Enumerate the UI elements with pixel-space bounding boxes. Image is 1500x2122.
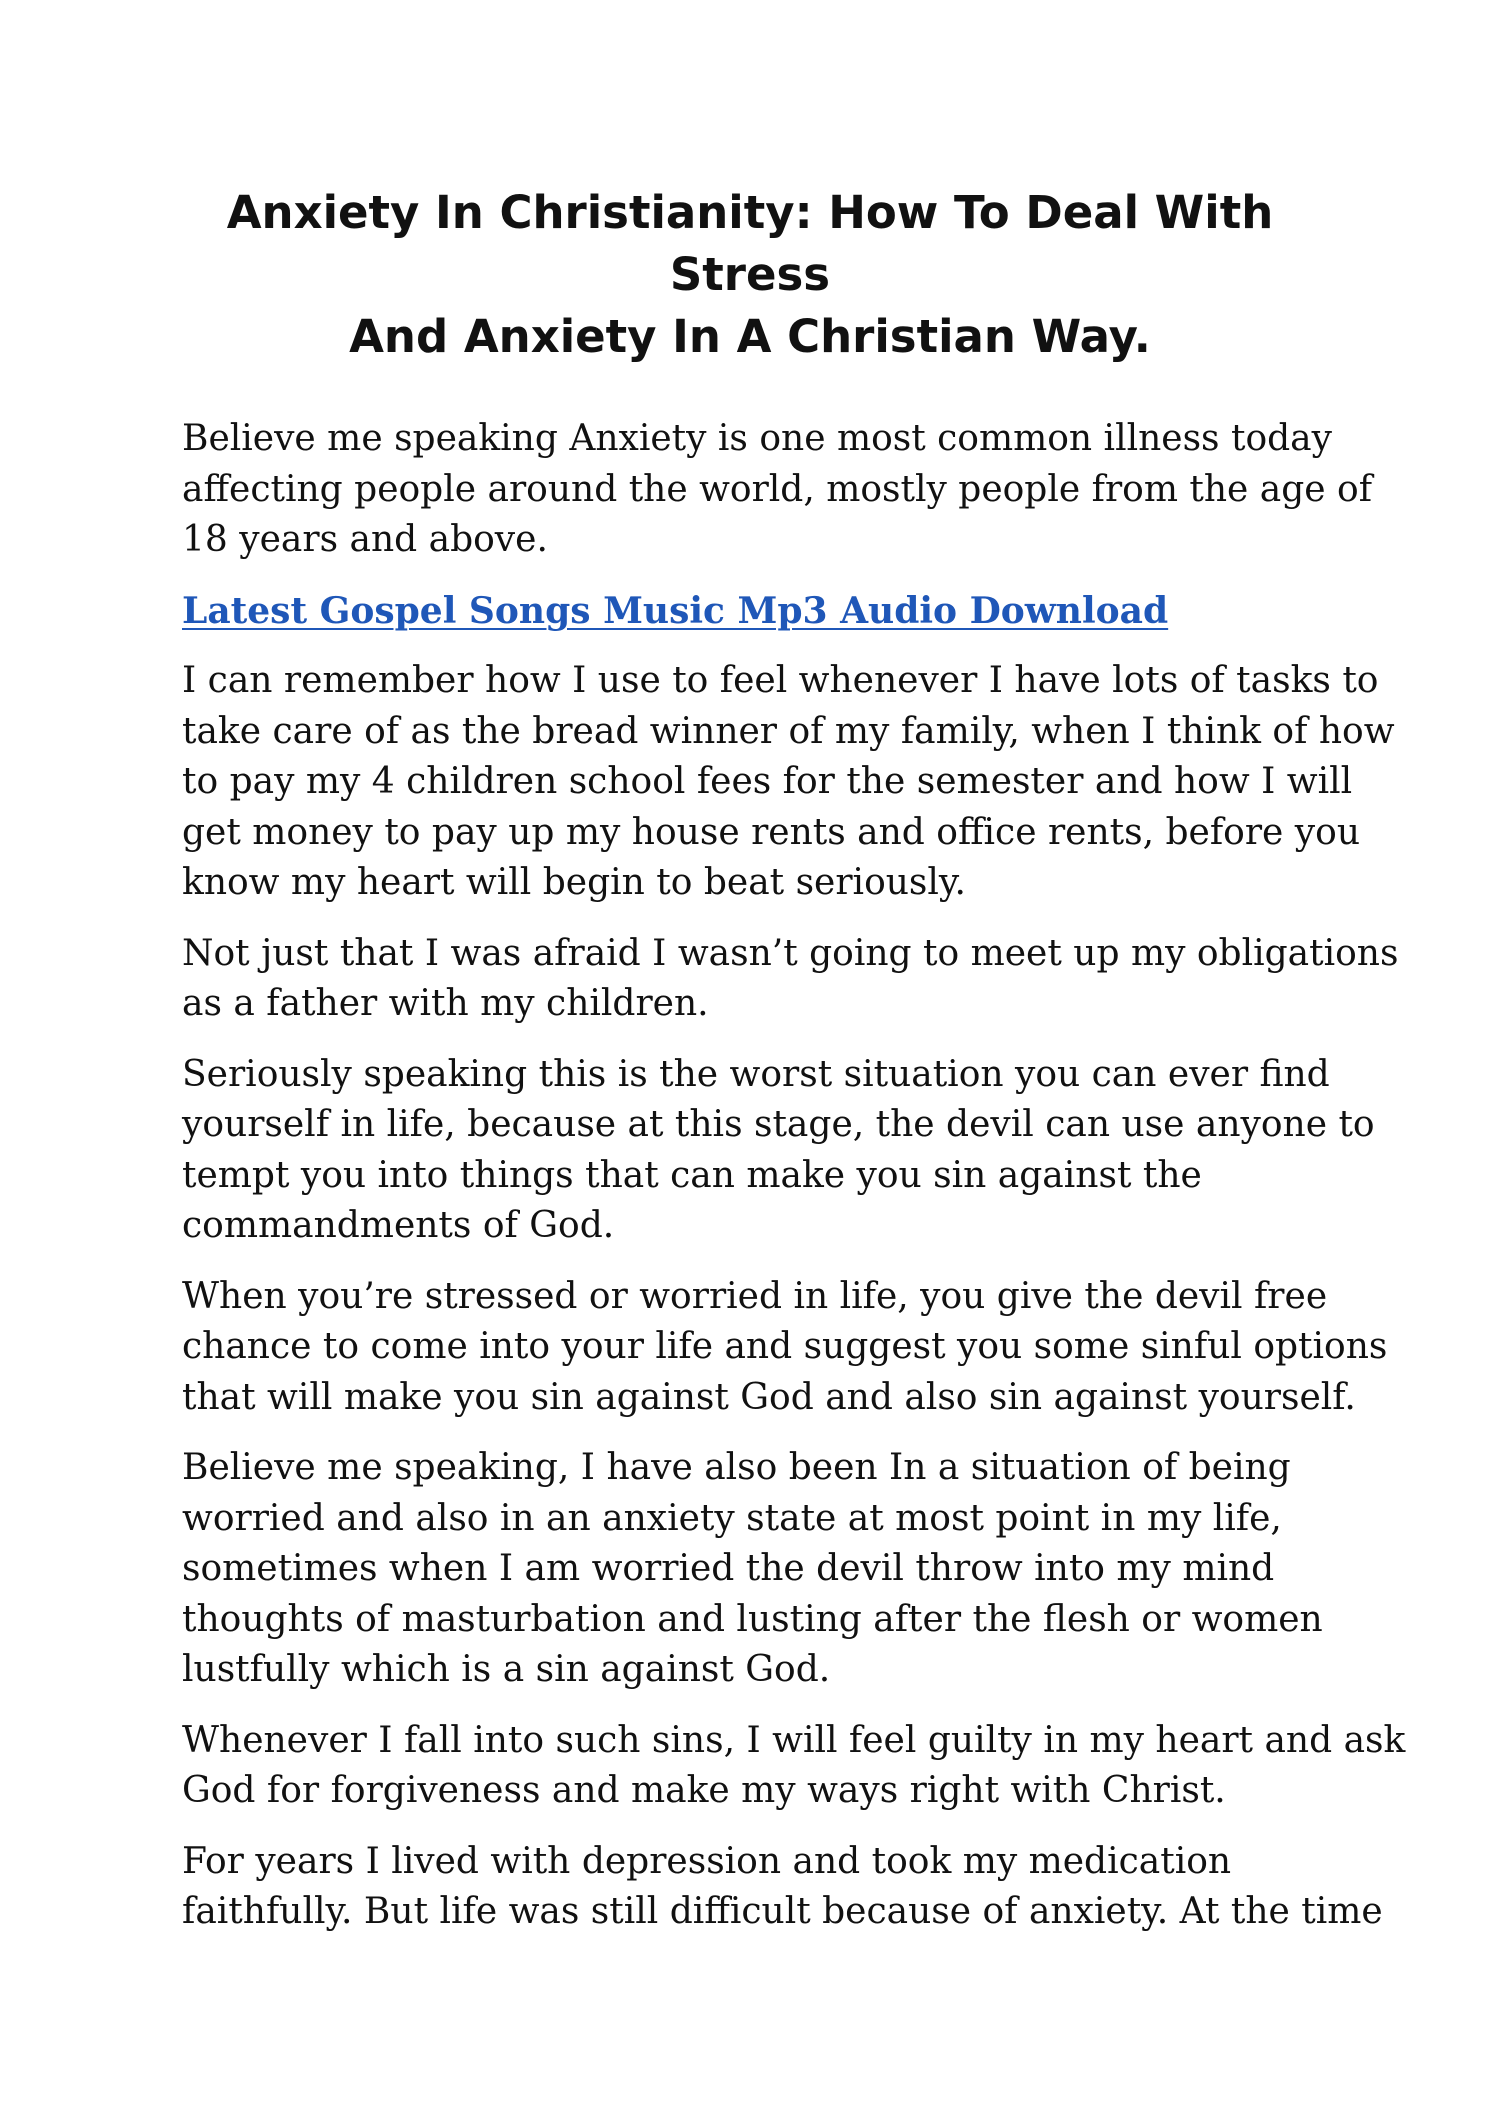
- paragraph-line: Seriously speaking this is the worst situation you can ever find: [182, 1053, 1330, 1095]
- paragraph-line: thoughts of masturbation and lusting after the flesh or women: [182, 1598, 1323, 1640]
- paragraph-line: Whenever I fall into such sins, I will feel guilty in my heart and ask: [182, 1719, 1406, 1761]
- paragraph-line: get money to pay up my house rents and office rents, before you: [182, 811, 1360, 853]
- paragraph-line: I can remember how I use to feel whenever I have lots of tasks to: [182, 660, 1379, 701]
- paragraph-line: Believe me speaking, I have also been In a situation of being: [182, 1447, 1291, 1488]
- paragraph: [182, 1837, 1383, 1938]
- title-line: And Anxiety In A Christian Way.: [349, 310, 1151, 363]
- paragraph-line: Believe me speaking Anxiety is one most common illness today: [182, 418, 1332, 459]
- paragraph-line: tempt you into things that can make you sin against the: [182, 1154, 1202, 1196]
- paragraph-line: that will make you sin against God and also sin against yourself.: [182, 1376, 1356, 1418]
- paragraph: [182, 1443, 1352, 1696]
- article-body: [182, 414, 1406, 1958]
- paragraph-line: When you’re stressed or worried in life, you give the devil free: [182, 1275, 1328, 1317]
- paragraph-line: sometimes when I am worried the devil throw into my mind: [182, 1548, 1275, 1589]
- paragraph-line: 18 years and above.: [182, 519, 548, 560]
- paragraph: [182, 1050, 1375, 1252]
- gospel-songs-link[interactable]: Latest Gospel Songs Music Mp3 Audio Download: [182, 589, 1169, 632]
- paragraph: [182, 656, 1395, 909]
- paragraph: [182, 414, 1373, 566]
- paragraph: [182, 1716, 1406, 1817]
- paragraph-line: affecting people around the world, mostly people from the age of: [182, 468, 1373, 510]
- paragraph: [182, 929, 1399, 1030]
- paragraph-line: worried and also in an anxiety state at most point in my life,: [182, 1497, 1282, 1539]
- paragraph-line: take care of as the bread winner of my family, when I think of how: [182, 710, 1395, 752]
- paragraph-line: chance to come into your life and suggest you some sinful options: [182, 1326, 1388, 1367]
- paragraph-line: For years I lived with depression and took my medication: [182, 1840, 1232, 1882]
- paragraph-line: Not just that I was afraid I wasn’t going to meet up my obligations: [182, 932, 1399, 974]
- paragraph: [182, 1272, 1388, 1424]
- paragraph-line: to pay my 4 children school fees for the semester and how I will: [182, 761, 1353, 802]
- paragraph-line: God for forgiveness and make my ways right with Christ.: [182, 1770, 1226, 1811]
- paragraph-line: yourself in life, because at this stage, the devil can use anyone to: [182, 1104, 1375, 1145]
- paragraph-line: as a father with my children.: [182, 983, 709, 1024]
- paragraph-line: commandments of God.: [182, 1205, 615, 1246]
- title-line: Anxiety In Christianity: How To Deal With Stress: [226, 186, 1274, 301]
- paragraph-line: know my heart will begin to beat seriously.: [182, 862, 966, 903]
- page-title: [150, 182, 1350, 368]
- paragraph-line: faithfully. But life was still difficult because of anxiety. At the time: [182, 1891, 1383, 1932]
- paragraph-line: lustfully which is a sin against God.: [182, 1649, 831, 1690]
